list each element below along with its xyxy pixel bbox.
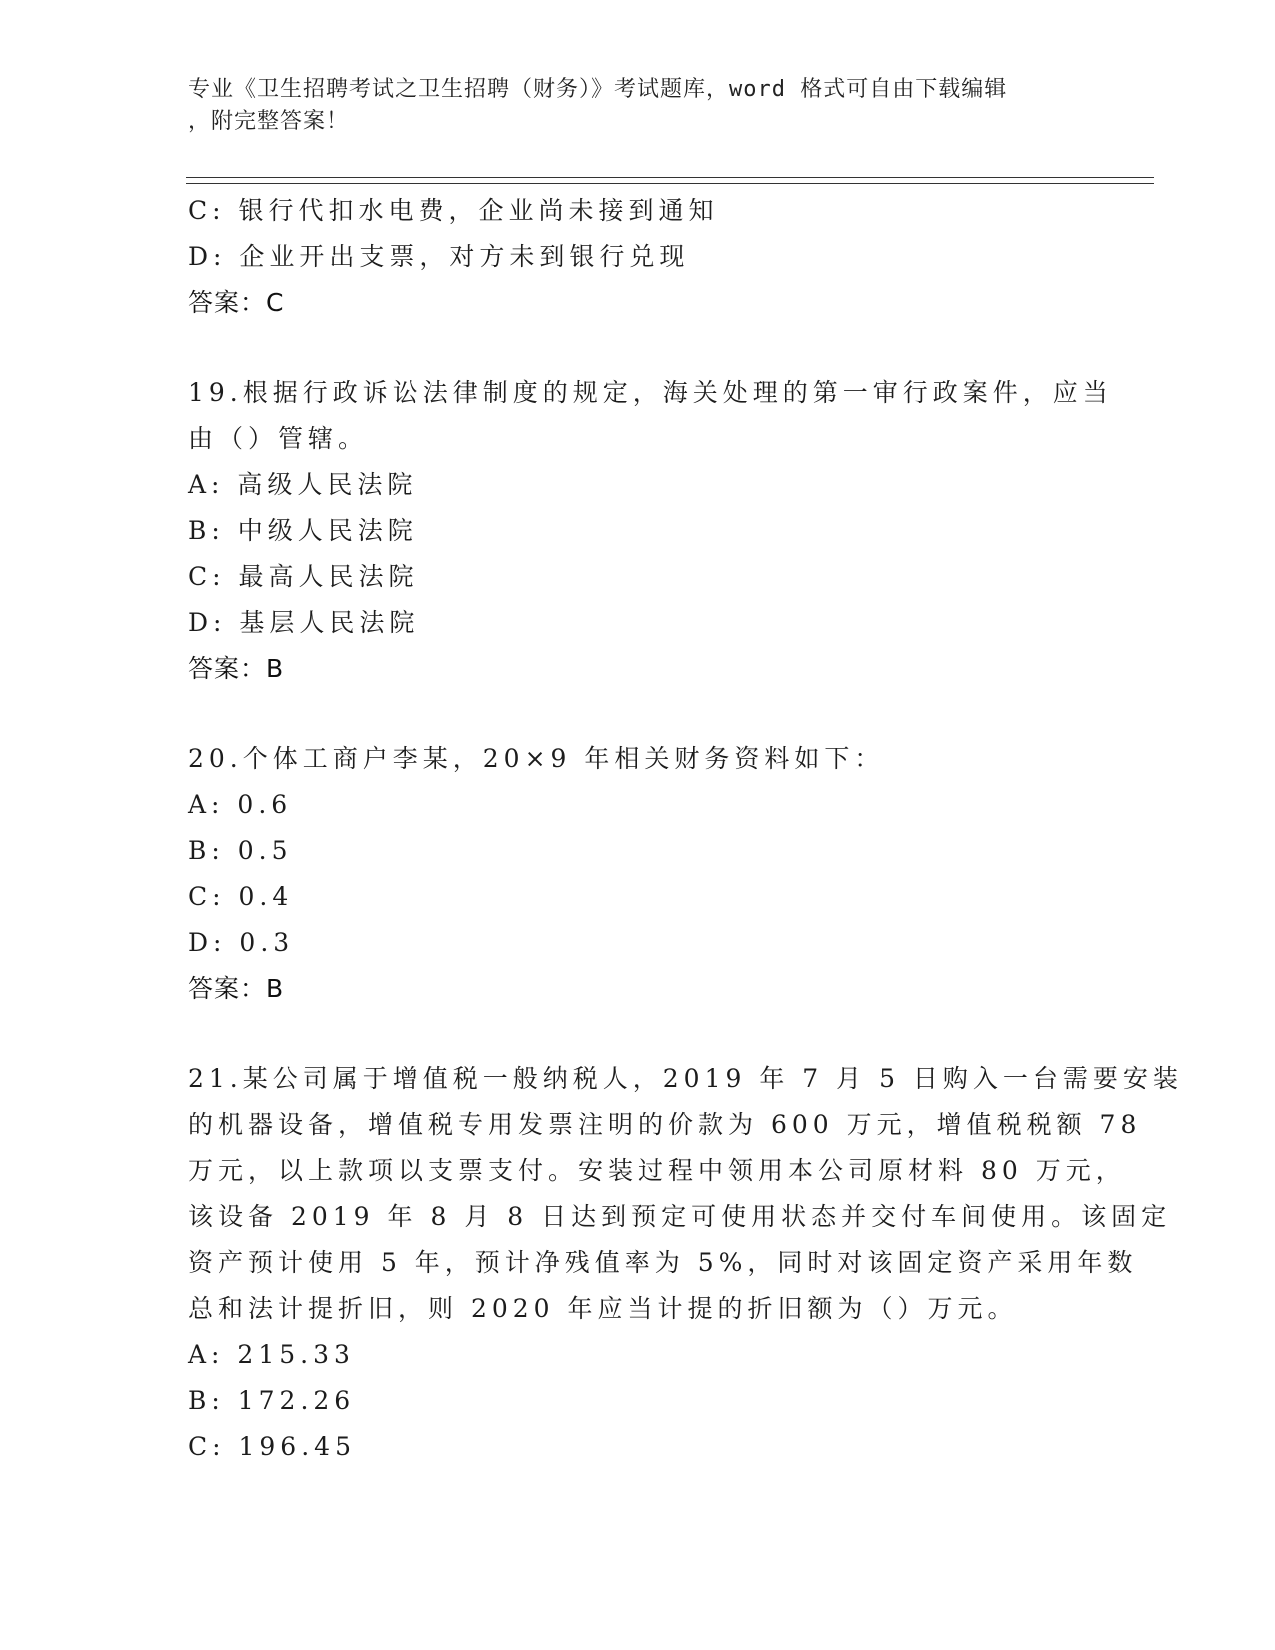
option-b: B: 0.5 [188,836,293,865]
question-text-line: 由（）管辖。 [188,424,369,453]
answer-line: 答案：B [188,654,285,683]
option-d: D: 企业开出支票，对方未到银行兑现 [188,242,690,271]
document-body [188,188,1183,1470]
answer-line: 答案：C [188,288,285,317]
question-21 [188,1056,1183,1470]
option-c: C: 0.4 [188,882,294,911]
option-c: C: 196.45 [188,1432,356,1461]
option-a: A: 215.33 [188,1340,355,1369]
question-18-continued [188,188,1088,326]
spacer [188,1012,1088,1056]
question-text-line: 20.个体工商户李某，20×9 年相关财务资料如下： [188,744,885,773]
question-text-line: 21.某公司属于增值税一般纳税人，2019 年 7 月 5 日购入一台需要安装 [188,1064,1183,1093]
header-divider-bottom [186,183,1154,184]
option-d: D: 0.3 [188,928,295,957]
header-line-2: ，附完整答案！ [188,109,350,134]
question-text-line: 总和法计提折旧，则 2020 年应当计提的折旧额为（）万元。 [188,1294,1018,1323]
question-20 [188,736,1088,1012]
header-line-1: 专业《卫生招聘考试之卫生招聘（财务）》考试题库，word 格式可自由下载编辑 [188,77,1008,102]
option-a: A: 0.6 [188,790,293,819]
question-text-line: 万元，以上款项以支票支付。安装过程中领用本公司原材料 80 万元， [188,1156,1126,1185]
option-c: C: 最高人民法院 [188,562,419,591]
option-a: A: 高级人民法院 [188,470,418,499]
header-divider-top [186,177,1154,178]
option-d: D: 基层人民法院 [188,608,420,637]
question-text-line: 该设备 2019 年 8 月 8 日达到预定可使用状态并交付车间使用。该固定 [188,1202,1172,1231]
option-c: C: 银行代扣水电费，企业尚未接到通知 [188,196,719,225]
document-header [188,74,1068,138]
question-text-line: 19.根据行政诉讼法律制度的规定，海关处理的第一审行政案件，应当 [188,378,1113,407]
spacer [188,326,1088,370]
option-b: B: 172.26 [188,1386,356,1415]
option-b: B: 中级人民法院 [188,516,418,545]
question-text-line: 的机器设备，增值税专用发票注明的价款为 600 万元，增值税税额 78 [188,1110,1142,1139]
answer-line: 答案：B [188,974,285,1003]
question-text-line: 资产预计使用 5 年，预计净残值率为 5%，同时对该固定资产采用年数 [188,1248,1138,1277]
question-19 [188,370,1113,692]
spacer [188,692,1088,736]
